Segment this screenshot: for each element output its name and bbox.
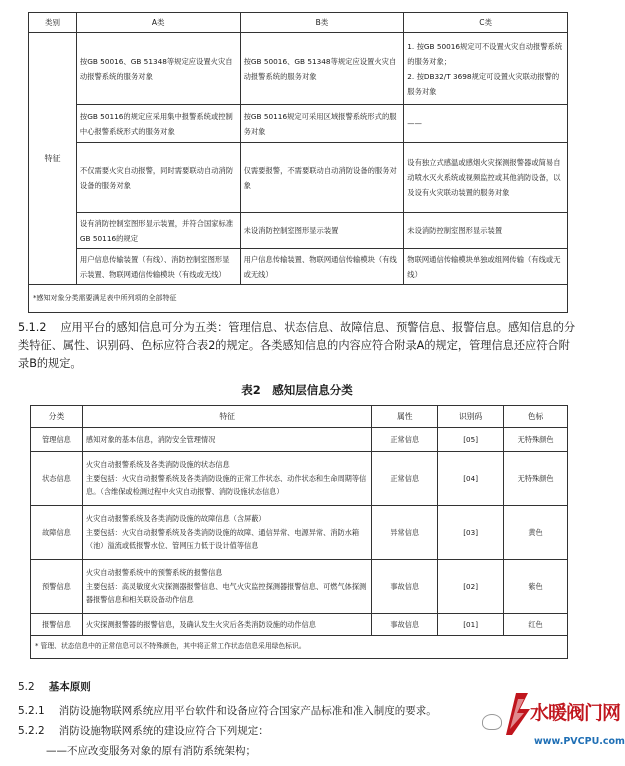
table2-header-cell: 色标	[504, 406, 568, 428]
table-1-customer-classification	[28, 12, 568, 313]
color-cell: 无特殊颜色	[504, 452, 568, 506]
table-row	[29, 143, 568, 213]
table-cell: 按GB 50116规定可采用区域报警系统形式的服务对象	[240, 105, 404, 143]
attribute-cell: 异常信息	[372, 506, 438, 560]
table2-header-cell: 特征	[82, 406, 371, 428]
table2-header-cell: 属性	[372, 406, 438, 428]
list-item-dash: ——不应改变服务对象的原有消防系统架构；	[46, 745, 256, 757]
table-row	[29, 33, 568, 105]
feature-cell: 火灾自动报警系统中的预警系统的报警信息 主要包括：高灵敏度火灾探测器报警信息、电气火灾监控探测器报警信息、可燃气体探测器报警信息和相关联设备动作信息	[82, 560, 371, 614]
code-cell: [02]	[438, 560, 504, 614]
table-row	[31, 506, 568, 560]
category-cell: 状态信息	[31, 452, 83, 506]
clause-text: 消防设施物联网系统的建设应符合下列规定：	[58, 725, 269, 737]
table1-note-row	[29, 285, 568, 313]
table1-header-cell: B类	[240, 13, 404, 33]
table-cell: 设有独立式感温或感烟火灾探测报警器或简易自动喷水灭火系统或视频监控或其他消防设备，以及设有火灾联动装置的服务对象	[404, 143, 568, 213]
table-row	[29, 105, 568, 143]
table1-header-cell: C类	[404, 13, 568, 33]
section-5-2-heading	[18, 678, 91, 696]
table-cell: ——	[404, 105, 568, 143]
table-cell: 按GB 50116的规定应采用集中报警系统或控制中心报警系统形式的服务对象	[76, 105, 240, 143]
clause-number: 5.1.2	[18, 321, 47, 334]
attribute-cell: 事故信息	[372, 560, 438, 614]
watermark	[430, 686, 625, 766]
code-cell: [01]	[438, 614, 504, 636]
table-cell: 未设消防控制室图形显示装置	[240, 213, 404, 249]
brand-logo-icon	[502, 689, 532, 739]
table1-header-row	[29, 13, 568, 33]
section-title: 基本原则	[48, 681, 91, 693]
wechat-icon	[482, 714, 502, 730]
table1-header-cell: A类	[76, 13, 240, 33]
feature-cell: 感知对象的基本信息，消防安全管理情况	[82, 428, 371, 452]
paragraph-5-1-2	[18, 319, 580, 373]
code-cell: [05]	[438, 428, 504, 452]
table1-header-cell: 类别	[29, 13, 77, 33]
color-cell: 黄色	[504, 506, 568, 560]
paragraph-5-2-1	[18, 702, 437, 720]
table-cell: 用户信息传输装置、物联网通信传输模块（有线或无线）	[240, 249, 404, 285]
code-cell: [04]	[438, 452, 504, 506]
table-cell: 按GB 50016、GB 51348等规定应设置火灾自动报警系统的服务对象	[76, 33, 240, 105]
table-row	[31, 614, 568, 636]
feature-label: 特征	[29, 33, 77, 285]
table-2-title: 表2 感知层信息分类	[241, 383, 353, 397]
feature-cell: 火灾探测报警器的报警信息，及确认发生火灾后各类消防设施的动作信息	[82, 614, 371, 636]
table-row	[31, 452, 568, 506]
table-row	[29, 213, 568, 249]
paragraph-5-2-2	[18, 722, 269, 740]
table2-note-row	[31, 636, 568, 659]
table-cell: 物联网通信传输模块单独或组网传输（有线或无线）	[404, 249, 568, 285]
section-number: 5.2	[18, 681, 35, 693]
clause-text: 消防设施物联网系统应用平台软件和设备应符合国家产品标准和准入制度的要求。	[58, 705, 437, 717]
table2-note: * 管理、状态信息中的正常信息可以不特殊颜色，其中将正常工作状态信息采用绿色标识。	[31, 636, 568, 659]
category-cell: 报警信息	[31, 614, 83, 636]
table-row	[29, 249, 568, 285]
code-cell: [03]	[438, 506, 504, 560]
table-row	[31, 428, 568, 452]
color-cell: 无特殊颜色	[504, 428, 568, 452]
feature-cell: 火灾自动报警系统及各类消防设施的状态信息 主要包括：火灾自动报警系统及各类消防设施的正常工作状态、动作状态和生命周期等信息。（含维保或检测过程中火灾自动报警、消防设施状态信息）	[82, 452, 371, 506]
clause-number: 5.2.1	[18, 705, 45, 717]
color-cell: 红色	[504, 614, 568, 636]
table-cell: 按GB 50016、GB 51348等规定应设置火灾自动报警系统的服务对象	[240, 33, 404, 105]
clause-text: 应用平台的感知信息可分为五类：管理信息、状态信息、故障信息、预警信息、报警信息。感知信息的分类特征、属性、识别码、色标应符合表2的规定。各类感知信息的内容应符合附录A的规定，管理信息还应符合附录B的规定。	[18, 321, 576, 370]
table-2-sensing-info-classification	[30, 405, 568, 659]
table-cell: 1. 按GB 50016规定可不设置火灾自动报警系统的服务对象； 2. 按DB32/T 3698规定可设置火灾联动报警的服务对象	[404, 33, 568, 105]
attribute-cell: 正常信息	[372, 452, 438, 506]
clause-number: 5.2.2	[18, 725, 45, 737]
color-cell: 紫色	[504, 560, 568, 614]
table-cell: 仅需要报警，不需要联动自动消防设备的服务对象	[240, 143, 404, 213]
table-cell: 不仅需要火灾自动报警，同时需要联动自动消防设备的服务对象	[76, 143, 240, 213]
table2-header-cell: 分类	[31, 406, 83, 428]
table2-header-row	[31, 406, 568, 428]
category-cell: 预警信息	[31, 560, 83, 614]
attribute-cell: 事故信息	[372, 614, 438, 636]
table-cell: 用户信息传输装置（有线）、消防控制室图形显示装置、物联网通信传输模块（有线或无线）	[76, 249, 240, 285]
watermark-brand-text: 水暖阀门网	[530, 702, 621, 724]
table2-header-cell: 识别码	[438, 406, 504, 428]
table-cell: 未设消防控制室图形显示装置	[404, 213, 568, 249]
category-cell: 故障信息	[31, 506, 83, 560]
feature-cell: 火灾自动报警系统及各类消防设施的故障信息（含屏蔽） 主要包括：火灾自动报警系统及各类消防设施的故障、通信异常、电源异常、消防水箱（池）溢流或低报警水位、管网压力低于设计值等信息	[82, 506, 371, 560]
watermark-url: www.PVCPU.com	[534, 736, 625, 747]
table-row	[31, 560, 568, 614]
table1-note: *感知对象分类需要满足表中所列项的全部特征	[29, 285, 568, 313]
table-cell: 设有消防控制室图形显示装置，并符合国家标准GB 50116的规定	[76, 213, 240, 249]
category-cell: 管理信息	[31, 428, 83, 452]
attribute-cell: 正常信息	[372, 428, 438, 452]
